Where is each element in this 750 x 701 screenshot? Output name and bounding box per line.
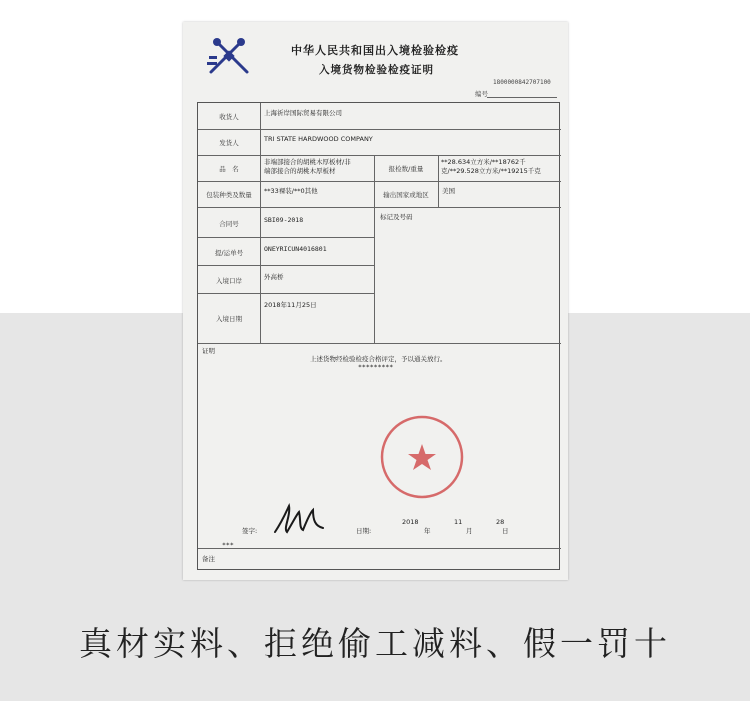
goods-name-value-2: 端部接合的胡桃木厚板材 [264,167,336,175]
quantity-value-1: **28.634立方米/**18762千 [441,158,526,166]
row-divider [198,265,374,266]
row-divider [198,155,561,156]
col-divider [438,155,439,207]
date-day: 28 [496,518,505,526]
row-divider [198,293,374,294]
goods-name-label: 品 名 [219,165,239,173]
inspection-certificate [183,22,568,580]
quantity-value-2: 克/**29.528立方米/**19215千克 [441,167,541,175]
cert-document-title: 入境货物检验检疫证明 [319,64,434,76]
consignor-label: 发货人 [219,139,239,147]
handwritten-signature-icon [269,502,329,538]
quantity-label: 报检数/重量 [388,165,424,173]
entry-port-value: 外高桥 [264,273,284,281]
consignee-label: 收货人 [219,113,239,121]
row-divider [198,237,374,238]
date-year-unit: 年 [424,527,431,535]
entry-date-label: 入境日期 [216,315,242,323]
col-divider [374,155,375,343]
marks-label: 标记及号码 [380,213,413,221]
certification-text: 上述货物经检验检疫合格评定，予以通关放行。 [310,355,447,363]
signature-stars: *** [222,541,234,549]
serial-underline [487,97,557,98]
cert-number: 1800000842707100 [493,79,551,86]
entry-date-value: 2018年11月25日 [264,301,317,309]
packing-label: 包装种类及数量 [206,191,252,199]
date-year: 2018 [402,518,419,526]
promo-slogan: 真材实料、拒绝偷工减料、假一罚十 [79,624,671,663]
contract-no-value: SBI09-2018 [264,216,304,224]
origin-value: 美国 [442,187,455,195]
entry-port-label: 入境口岸 [216,277,242,285]
cert-authority-title: 中华人民共和国出入境检验检疫 [291,44,459,57]
consignee-value: 上海祈岸国际贸易有限公司 [264,109,342,117]
row-divider [198,207,561,208]
remarks-label: 备注 [202,555,215,563]
date-month-unit: 月 [466,527,473,535]
date-label: 日期: [356,527,372,535]
bill-no-label: 提/运单号 [214,249,244,257]
ciq-emblem-icon [205,32,253,80]
row-divider [198,548,561,549]
origin-label: 输出国家或地区 [383,191,429,199]
signature-label: 签字: [242,527,258,535]
consignor-value: TRI STATE HARDWOOD COMPANY [264,135,373,143]
serial-label: 编号 [475,90,488,98]
certification-stars: ********* [358,363,394,371]
goods-name-value-1: 非端部接合的胡桃木厚板材/非 [264,158,351,166]
date-month: 11 [454,518,463,526]
col-divider [260,103,261,343]
contract-no-label: 合同号 [219,220,239,228]
official-seal-icon [379,414,465,500]
row-divider [374,181,438,182]
certification-label: 证明 [202,347,215,355]
row-divider [198,129,561,130]
bill-no-value: ONEYRICUN4016801 [264,245,327,253]
row-divider [198,343,561,344]
date-day-unit: 日 [502,527,509,535]
packing-value: **33裸装/**0其他 [264,187,318,195]
